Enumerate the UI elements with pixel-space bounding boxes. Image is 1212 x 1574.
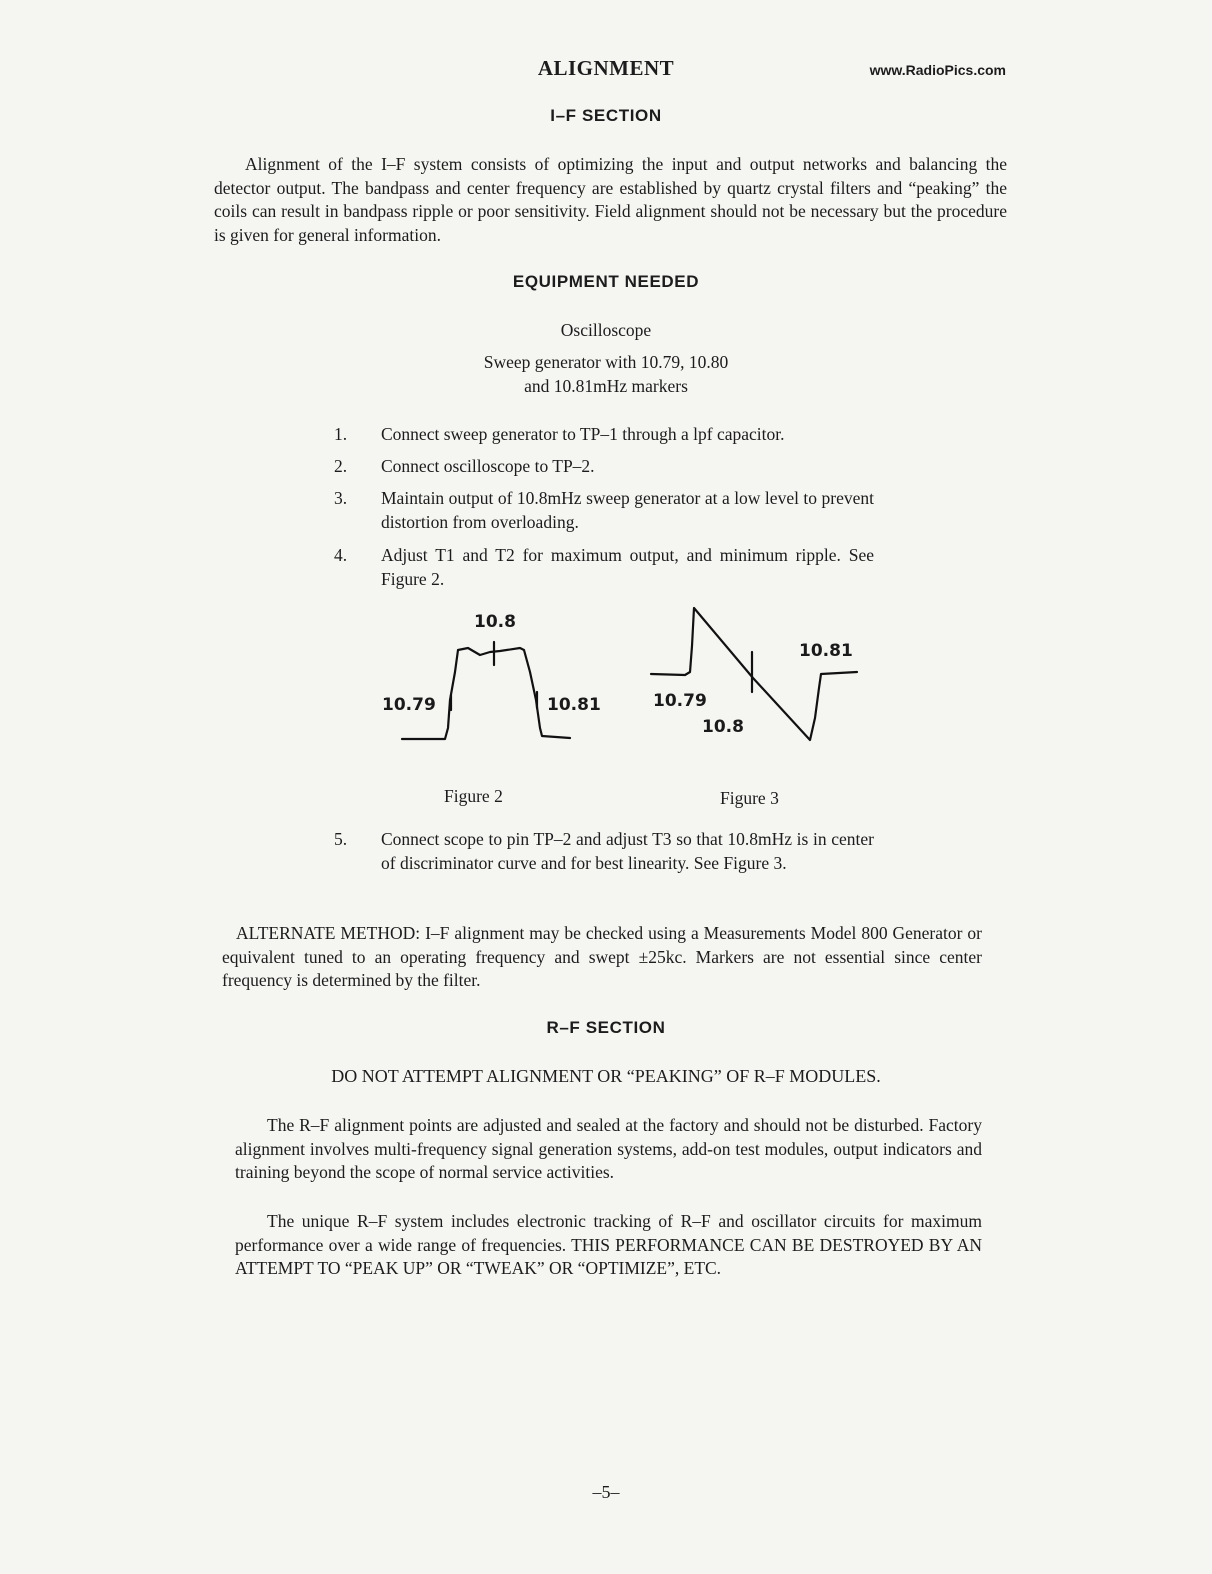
figure-3-caption: Figure 3 [720, 788, 779, 808]
equipment-oscilloscope: Oscilloscope [560, 320, 652, 340]
fig3-label-left: 10.79 [653, 691, 707, 711]
step-1 [334, 423, 879, 447]
if-section-heading: I–F SECTION [550, 106, 662, 125]
fig3-label-center: 10.8 [702, 717, 744, 737]
bandpass-trace [402, 648, 570, 739]
step-3 [334, 487, 879, 535]
step-text: Maintain output of 10.8mHz sweep generator at a low level to prevent distortion from overloading. [381, 488, 874, 532]
step-5 [334, 828, 879, 900]
page-title: ALIGNMENT [537, 56, 675, 80]
rf-paragraph-2: The unique R–F system includes electronic tracking of R–F and oscillator circuits for maximum performance over a wide range of frequencies. THIS PERFORMANCE CAN BE DESTROYED BY AN ATTEMPT TO “PEAK UP” OR “TWEAK” OR “OPTIMIZE”, ETC. [235, 1211, 982, 1278]
step-number: 4. [334, 545, 348, 565]
website-watermark: www.RadioPics.com [869, 62, 1006, 78]
figure-3-discriminator-curve [645, 598, 865, 748]
if-intro-paragraph: Alignment of the I–F system consists of optimizing the input and output networks and balancing the detector output. The bandpass and center frequency are established by quartz crystal filters and “peaking” the coils can result in bandpass ripple or poor sensitivity. Field alignment should not be necessary but the procedure is given for general information. [214, 154, 1007, 245]
alternate-method-paragraph: ALTERNATE METHOD: I–F alignment may be checked using a Measurements Model 800 Generator or equivalent tuned to an operating frequency and swept ±25kc. Markers are not essential since center frequency is determined by the filter. [222, 923, 982, 990]
rf-warning: DO NOT ATTEMPT ALIGNMENT OR “PEAKING” OF R–F MODULES. [331, 1066, 881, 1086]
fig2-label-center: 10.8 [474, 612, 516, 632]
step-number: 3. [334, 488, 348, 508]
fig2-label-left: 10.79 [382, 695, 436, 715]
fig2-label-right: 10.81 [547, 695, 601, 715]
figure-2-bandpass-curve [370, 600, 620, 760]
discriminator-trace [651, 608, 857, 740]
equipment-markers: and 10.81mHz markers [524, 376, 688, 396]
step-number: 1. [334, 424, 348, 444]
figure-2-caption: Figure 2 [444, 786, 503, 806]
step-number: 5. [334, 829, 348, 849]
step-text: Adjust T1 and T2 for maximum output, and minimum ripple. See Figure 2. [381, 545, 874, 589]
page-number: –5– [592, 1482, 620, 1502]
step-2 [334, 455, 879, 479]
equipment-heading: EQUIPMENT NEEDED [512, 272, 700, 291]
rf-paragraph-1: The R–F alignment points are adjusted and sealed at the factory and should not be disturbed. Factory alignment involves multi-frequency signal generation systems, add-on test modules, output indicators and training beyond the scope of normal service activities. [235, 1115, 982, 1182]
fig3-label-right: 10.81 [799, 641, 853, 661]
step-text: Connect scope to pin TP–2 and adjust T3 so that 10.8mHz is in center of discriminator curve and for best linearity. See Figure 3. [381, 829, 874, 873]
equipment-sweep-generator: Sweep generator with 10.79, 10.80 [483, 352, 729, 372]
step-text: Connect oscilloscope to TP–2. [381, 456, 595, 476]
step-number: 2. [334, 456, 348, 476]
rf-section-heading: R–F SECTION [546, 1018, 666, 1037]
step-text: Connect sweep generator to TP–1 through a lpf capacitor. [381, 424, 785, 444]
step-4 [334, 544, 879, 592]
